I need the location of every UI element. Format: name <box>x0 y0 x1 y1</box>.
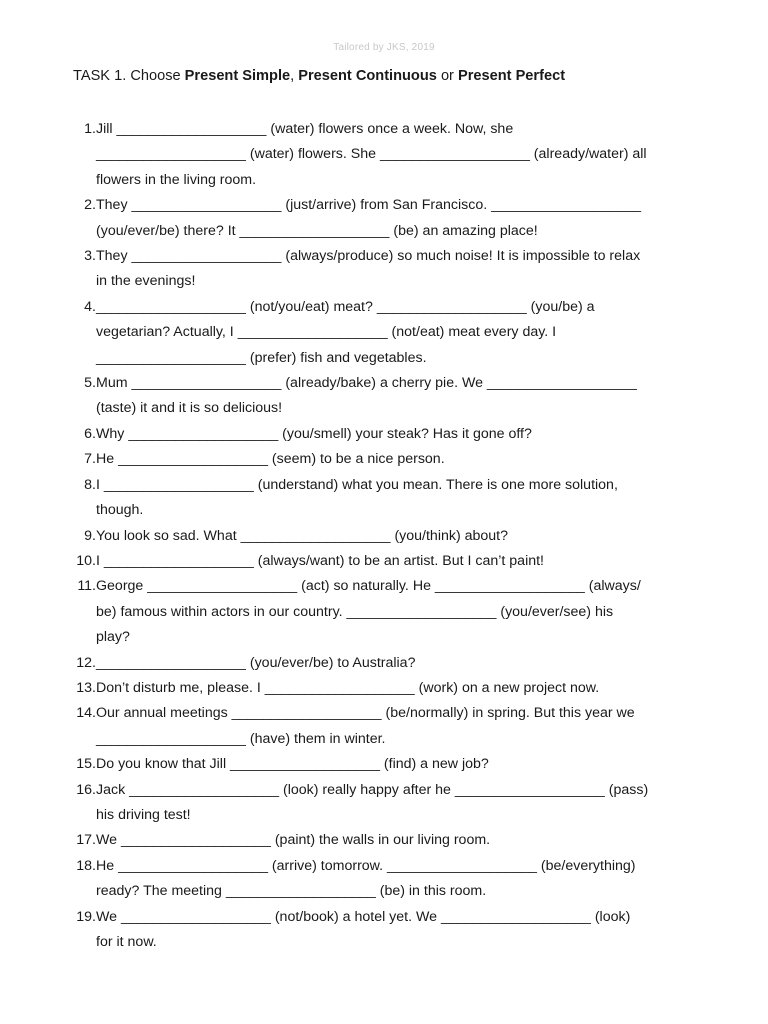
exercise-line: ___________________ (water) flowers. She ___________________ (already/water) all <box>96 146 647 163</box>
exercise-text <box>96 422 710 447</box>
exercise-line: ___________________ (you/ever/be) to Australia? <box>96 654 416 671</box>
exercise-text <box>96 905 710 956</box>
exercise-line: We ___________________ (not/book) a hotel yet. We ___________________ (look) <box>96 908 631 925</box>
exercise-text <box>96 651 710 676</box>
exercise-text <box>96 701 710 752</box>
exercise-item <box>70 574 710 650</box>
exercise-line: in the evenings! <box>96 273 196 290</box>
exercise-line: I ___________________ (understand) what you mean. There is one more solution, <box>96 476 618 493</box>
exercise-number: 18. <box>76 857 96 874</box>
exercise-text <box>96 752 710 777</box>
exercise-text <box>96 524 710 549</box>
exercise-line: ___________________ (prefer) fish and vegetables. <box>96 349 427 366</box>
task-separator: , <box>290 68 299 84</box>
exercise-text <box>96 371 710 422</box>
exercise-text <box>96 828 710 853</box>
exercise-number: 10. <box>76 552 96 569</box>
exercise-item <box>70 778 710 829</box>
exercise-line: (you/ever/be) there? It ___________________ (be) an amazing place! <box>96 222 538 239</box>
exercise-text <box>96 473 710 524</box>
exercise-line: vegetarian? Actually, I ___________________ (not/eat) meat every day. I <box>96 324 557 341</box>
exercise-line: You look so sad. What ___________________ (you/think) about? <box>96 527 509 544</box>
exercise-item <box>70 422 710 447</box>
exercise-number: 7. <box>84 451 96 468</box>
exercise-line: Our annual meetings ___________________ (be/normally) in spring. But this year we <box>96 705 635 722</box>
exercise-number: 2. <box>84 197 96 214</box>
exercise-number: 9. <box>84 527 96 544</box>
exercise-number: 17. <box>76 832 96 849</box>
exercise-number: 16. <box>76 781 96 798</box>
exercise-number: 1. <box>84 121 96 137</box>
exercise-item <box>70 371 710 422</box>
exercise-item <box>70 524 710 549</box>
exercise-number: 6. <box>84 425 96 442</box>
exercise-number: 5. <box>84 375 96 392</box>
exercise-item <box>70 117 710 193</box>
exercise-line: his driving test! <box>96 806 191 823</box>
exercise-item <box>70 473 710 524</box>
exercise-line: Jack ___________________ (look) really happy after he ___________________ (pass) <box>96 781 649 798</box>
exercise-line: ___________________ (not/you/eat) meat? ___________________ (you/be) a <box>96 298 595 315</box>
exercise-item <box>70 752 710 777</box>
exercise-line: Why ___________________ (you/smell) your steak? Has it gone off? <box>96 425 532 442</box>
exercise-line: They ___________________ (just/arrive) from San Francisco. ___________________ <box>96 197 642 214</box>
exercise-line: They ___________________ (always/produce) so much noise! It is impossible to relax <box>96 248 641 265</box>
exercise-item <box>70 549 710 574</box>
exercise-line: flowers in the living room. <box>96 171 257 188</box>
exercise-item <box>70 295 710 371</box>
exercise-number: 19. <box>76 908 96 925</box>
exercise-item <box>70 193 710 244</box>
exercise-text <box>96 244 710 295</box>
exercise-text <box>96 193 710 244</box>
exercise-line: play? <box>96 629 130 646</box>
exercise-line: We ___________________ (paint) the walls in our living room. <box>96 832 491 849</box>
exercise-item <box>70 701 710 752</box>
task-title <box>73 68 565 84</box>
exercise-line: ready? The meeting ___________________ (be) in this room. <box>96 883 487 900</box>
watermark: Tailored by JKS, 2019 <box>333 42 435 53</box>
exercise-line: George ___________________ (act) so naturally. He ___________________ (always/ <box>96 578 641 595</box>
exercise-text <box>96 549 710 574</box>
exercise-item <box>70 854 710 905</box>
exercise-list <box>70 117 710 955</box>
exercise-line: Jill ___________________ (water) flowers once a week. Now, she <box>96 121 514 137</box>
exercise-text <box>96 117 710 193</box>
exercise-item <box>70 676 710 701</box>
tense-present-perfect: Present Perfect <box>457 68 566 84</box>
exercise-line: though. <box>96 502 144 519</box>
exercise-text <box>96 574 710 650</box>
exercise-number: 8. <box>84 476 96 493</box>
exercise-item <box>70 244 710 295</box>
exercise-line: for it now. <box>96 934 157 950</box>
exercise-line: Do you know that Jill ___________________ (find) a new job? <box>96 756 489 773</box>
exercise-number: 12. <box>76 654 96 671</box>
exercise-line: I ___________________ (always/want) to be an artist. But I can’t paint! <box>96 552 544 569</box>
exercise-item <box>70 651 710 676</box>
exercise-number: 3. <box>84 248 96 265</box>
exercise-line: He ___________________ (seem) to be a nice person. <box>96 451 445 468</box>
exercise-line: Mum ___________________ (already/bake) a cherry pie. We ___________________ <box>96 375 637 392</box>
task-separator: or <box>436 68 458 84</box>
tense-present-continuous: Present Continuous <box>298 68 437 84</box>
exercise-line: (taste) it and it is so delicious! <box>96 400 283 417</box>
exercise-item <box>70 828 710 853</box>
exercise-line: He ___________________ (arrive) tomorrow. ___________________ (be/everything) <box>96 857 636 874</box>
task-prefix: TASK 1. Choose <box>73 68 185 84</box>
exercise-item <box>70 447 710 472</box>
exercise-number: 14. <box>76 705 96 722</box>
exercise-number: 4. <box>84 298 96 315</box>
exercise-line: be) famous within actors in our country. ___________________ (you/ever/see) his <box>96 603 614 620</box>
exercise-number: 13. <box>76 679 96 696</box>
exercise-text <box>96 676 710 701</box>
tense-present-simple: Present Simple <box>184 68 291 84</box>
exercise-text <box>96 778 710 829</box>
exercise-line: Don’t disturb me, please. I ___________________ (work) on a new project now. <box>96 679 600 696</box>
exercise-text <box>96 447 710 472</box>
exercise-item <box>70 905 710 956</box>
exercise-line: ___________________ (have) them in winter. <box>96 730 386 747</box>
exercise-number: 11. <box>77 578 96 595</box>
exercise-number: 15. <box>76 756 96 773</box>
exercise-text <box>96 854 710 905</box>
exercise-text <box>96 295 710 371</box>
